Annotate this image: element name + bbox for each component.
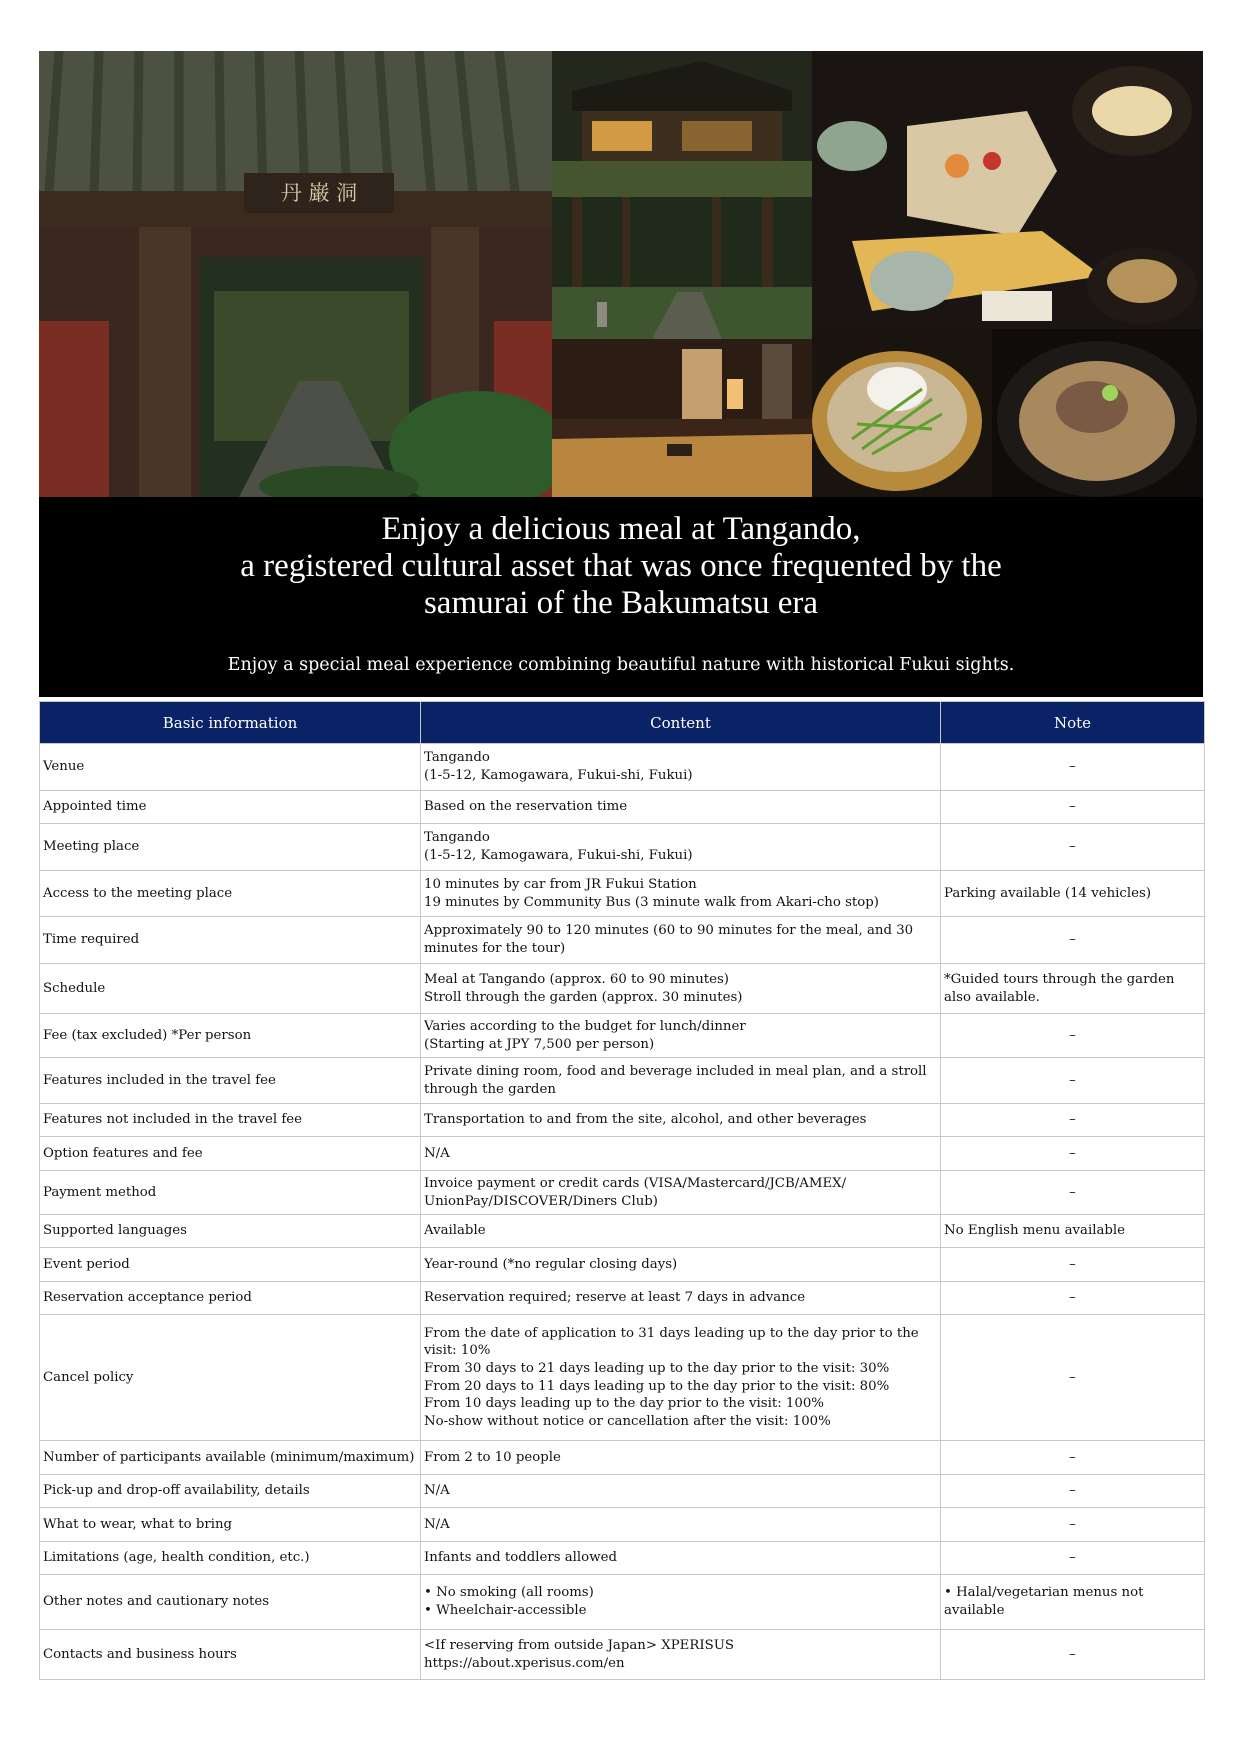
- forest-path-photo: [552, 197, 812, 339]
- hero-title-line3: samurai of the Bakumatsu era: [423, 585, 819, 621]
- rice-bowl-photo: [992, 329, 1203, 497]
- row-note: –: [941, 1475, 1205, 1508]
- table-row: [40, 1014, 1205, 1058]
- row-label: Supported languages: [40, 1215, 421, 1248]
- row-note: –: [941, 1282, 1205, 1315]
- row-content: Meal at Tangando (approx. 60 to 90 minutes) Stroll through the garden (approx. 30 minutes): [421, 964, 941, 1014]
- row-label: Features not included in the travel fee: [40, 1104, 421, 1137]
- table-row: [40, 1248, 1205, 1282]
- row-note: –: [941, 1441, 1205, 1475]
- row-content: Available: [421, 1215, 941, 1248]
- row-content: • No smoking (all rooms) • Wheelchair-accessible: [421, 1575, 941, 1630]
- table-row: [40, 1171, 1205, 1215]
- row-content: N/A: [421, 1137, 941, 1171]
- row-label: Number of participants available (minimum/maximum): [40, 1441, 421, 1475]
- row-note: –: [941, 791, 1205, 824]
- row-label: Reservation acceptance period: [40, 1282, 421, 1315]
- row-note: –: [941, 744, 1205, 791]
- table-row: [40, 824, 1205, 871]
- table-row: [40, 1282, 1205, 1315]
- row-label: Venue: [40, 744, 421, 791]
- row-content: N/A: [421, 1508, 941, 1542]
- hero-band: [39, 497, 1203, 697]
- row-label: Event period: [40, 1248, 421, 1282]
- hero-title-line1: Enjoy a delicious meal at Tangando,: [381, 511, 861, 547]
- row-content: Private dining room, food and beverage included in meal plan, and a stroll through the garden: [421, 1058, 941, 1104]
- header-basic-information: Basic information: [40, 702, 421, 744]
- row-note: Parking available (14 vehicles): [941, 871, 1205, 917]
- table-header-row: [40, 702, 1205, 744]
- table-row: [40, 1441, 1205, 1475]
- row-note: –: [941, 824, 1205, 871]
- gate-sign: 丹 巌 洞: [280, 181, 358, 205]
- table-row: [40, 1508, 1205, 1542]
- header-note: Note: [941, 702, 1205, 744]
- row-content: Varies according to the budget for lunch/dinner (Starting at JPY 7,500 per person): [421, 1014, 941, 1058]
- row-note: –: [941, 1630, 1205, 1680]
- tatami-room-photo: [552, 339, 812, 497]
- row-note: –: [941, 1058, 1205, 1104]
- row-label: Schedule: [40, 964, 421, 1014]
- hero-title: [39, 511, 1203, 622]
- row-content: Invoice payment or credit cards (VISA/Mastercard/JCB/AMEX/ UnionPay/DISCOVER/Diners Club): [421, 1171, 941, 1215]
- header-content: Content: [421, 702, 941, 744]
- gate-photo: [39, 51, 552, 497]
- soba-photo: [812, 329, 992, 497]
- row-content: N/A: [421, 1475, 941, 1508]
- row-label: Fee (tax excluded) *Per person: [40, 1014, 421, 1058]
- row-content: Based on the reservation time: [421, 791, 941, 824]
- row-note: • Halal/vegetarian menus not available: [941, 1575, 1205, 1630]
- row-content: Transportation to and from the site, alcohol, and other beverages: [421, 1104, 941, 1137]
- row-note: –: [941, 1014, 1205, 1058]
- row-note: –: [941, 1508, 1205, 1542]
- row-label: Appointed time: [40, 791, 421, 824]
- row-label: Meeting place: [40, 824, 421, 871]
- row-note: *Guided tours through the garden also available.: [941, 964, 1205, 1014]
- row-note: No English menu available: [941, 1215, 1205, 1248]
- row-content: Reservation required; reserve at least 7 days in advance: [421, 1282, 941, 1315]
- row-label: Time required: [40, 917, 421, 964]
- row-content: Tangando (1-5-12, Kamogawara, Fukui-shi, Fukui): [421, 824, 941, 871]
- row-label: Features included in the travel fee: [40, 1058, 421, 1104]
- table-row: [40, 791, 1205, 824]
- row-content: Infants and toddlers allowed: [421, 1542, 941, 1575]
- row-content: 10 minutes by car from JR Fukui Station 19 minutes by Community Bus (3 minute walk from Akari-cho stop): [421, 871, 941, 917]
- kaiseki-dishes-photo: [812, 51, 1203, 329]
- row-content: <If reserving from outside Japan> XPERISUS https://about.xperisus.com/en: [421, 1630, 941, 1680]
- row-note: –: [941, 1248, 1205, 1282]
- table-row: [40, 917, 1205, 964]
- house-photo: [552, 51, 812, 197]
- row-label: Payment method: [40, 1171, 421, 1215]
- row-note: –: [941, 1171, 1205, 1215]
- row-content: Approximately 90 to 120 minutes (60 to 90 minutes for the meal, and 30 minutes for the tour): [421, 917, 941, 964]
- table-row: [40, 1137, 1205, 1171]
- row-label: Contacts and business hours: [40, 1630, 421, 1680]
- row-note: –: [941, 1315, 1205, 1441]
- table-row: [40, 744, 1205, 791]
- table-row: [40, 1475, 1205, 1508]
- table-row: [40, 1315, 1205, 1441]
- row-note: –: [941, 1137, 1205, 1171]
- table-row: [40, 871, 1205, 917]
- table-row: [40, 1058, 1205, 1104]
- row-label: What to wear, what to bring: [40, 1508, 421, 1542]
- hero-subtitle: Enjoy a special meal experience combining beautiful nature with historical Fukui sights.: [227, 655, 1015, 675]
- info-table: [39, 701, 1205, 1680]
- hero-title-line2: a registered cultural asset that was once frequented by the: [240, 548, 1002, 584]
- table-row: [40, 1575, 1205, 1630]
- row-content: From 2 to 10 people: [421, 1441, 941, 1475]
- row-content: Tangando (1-5-12, Kamogawara, Fukui-shi, Fukui): [421, 744, 941, 791]
- row-label: Cancel policy: [40, 1315, 421, 1441]
- row-label: Pick-up and drop-off availability, details: [40, 1475, 421, 1508]
- table-row: [40, 1630, 1205, 1680]
- table-row: [40, 1542, 1205, 1575]
- row-label: Other notes and cautionary notes: [40, 1575, 421, 1630]
- row-content: Year-round (*no regular closing days): [421, 1248, 941, 1282]
- row-note: –: [941, 917, 1205, 964]
- row-content: From the date of application to 31 days leading up to the day prior to the visit: 10% From 30 days to 21 days leading up to the day prior to the visit: 30% From 20 days to 11 days leading up to the day prior to the visit: 80% From 10 days leading up to the day prior to the visit: 100% No-show without notice or cancellation after the visit: 100%: [421, 1315, 941, 1441]
- row-note: –: [941, 1542, 1205, 1575]
- row-label: Limitations (age, health condition, etc.): [40, 1542, 421, 1575]
- row-note: –: [941, 1104, 1205, 1137]
- table-row: [40, 1104, 1205, 1137]
- row-label: Access to the meeting place: [40, 871, 421, 917]
- table-row: [40, 964, 1205, 1014]
- row-label: Option features and fee: [40, 1137, 421, 1171]
- table-row: [40, 1215, 1205, 1248]
